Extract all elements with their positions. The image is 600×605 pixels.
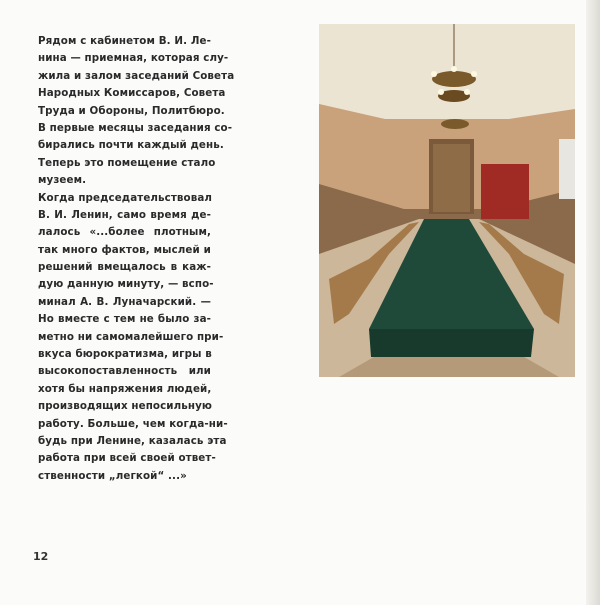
- body-text: [38, 33, 235, 485]
- text-line: Когда председательствовал: [38, 191, 213, 204]
- text-line: работу. Больше, чем когда-ни-: [38, 417, 228, 430]
- text-line: так много фактов, мыслей и: [38, 243, 211, 256]
- text-line: В. И. Ленин, само время де-: [38, 208, 211, 221]
- page-number: 12: [33, 550, 49, 563]
- text-line: производящих непосильную: [38, 400, 212, 413]
- text-line: Но вместе с тем не было за-: [38, 313, 211, 326]
- text-line: Теперь это помещение стало: [38, 156, 216, 169]
- text-line: лалось «...более плотным,: [38, 226, 211, 239]
- page-edge: [586, 0, 600, 605]
- text-line: дую данную минуту, — вспо-: [38, 278, 214, 291]
- text-line: Рядом с кабинетом В. И. Ле-: [38, 35, 211, 47]
- wall-display: [481, 164, 529, 219]
- text-line: высокопоставленность или: [38, 365, 211, 378]
- text-line: ственности „легкой“ ...»: [38, 469, 187, 482]
- text-line: будь при Ленине, казалась эта: [38, 434, 227, 447]
- text-line: нина — приемная, которая слу-: [38, 52, 229, 65]
- text-line: работа при всей своей ответ-: [38, 452, 216, 465]
- text-line: минал А. В. Луначарский. —: [38, 295, 211, 308]
- text-line: Труда и Обороны, Политбюро.: [38, 104, 225, 117]
- text-line: музеем.: [38, 174, 87, 187]
- text-line: бирались почти каждый день.: [38, 139, 224, 152]
- meeting-hall-photo: [319, 24, 575, 377]
- window: [559, 139, 575, 199]
- text-line: решений вмещалось в каж-: [38, 261, 211, 274]
- text-line: Народных Комиссаров, Совета: [38, 87, 226, 100]
- text-line: В первые месяцы заседания со-: [38, 121, 233, 134]
- text-line: вкуса бюрократизма, игры в: [38, 348, 212, 361]
- text-line: метно ни самомалейшего при-: [38, 330, 224, 343]
- text-line: хотя бы напряжения людей,: [38, 382, 212, 395]
- text-line: жила и залом заседаний Совета: [38, 69, 235, 82]
